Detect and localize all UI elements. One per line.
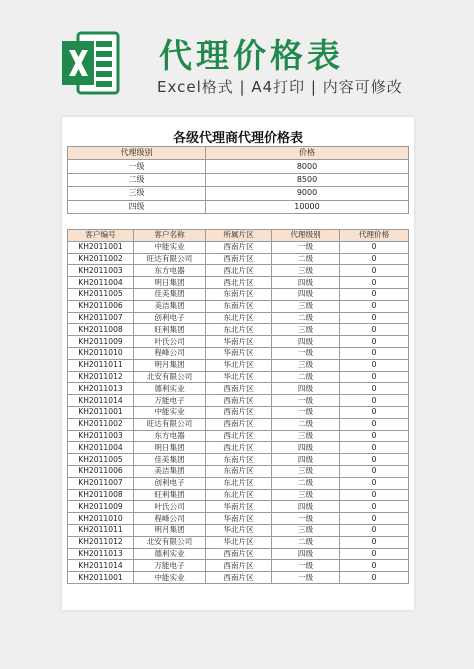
- table-cell: 一级: [272, 560, 340, 572]
- table-cell: 二级: [272, 253, 340, 265]
- table-cell: 西南片区: [206, 406, 272, 418]
- table-cell: 0: [340, 454, 409, 466]
- table-cell: 程峰公司: [134, 347, 206, 359]
- page-title: 代理价格表: [159, 36, 344, 75]
- table-cell: 西北片区: [206, 277, 272, 289]
- table-cell: 华北片区: [206, 359, 272, 371]
- table-cell: 叶氏公司: [134, 336, 206, 348]
- table-cell: 旺达有限公司: [134, 418, 206, 430]
- table-cell: KH2011011: [68, 524, 134, 536]
- table-row: [68, 477, 409, 489]
- table-cell: KH2011008: [68, 489, 134, 501]
- table-cell: KH2011005: [68, 454, 134, 466]
- table-cell: 0: [340, 371, 409, 383]
- table-cell: KH2011007: [68, 312, 134, 324]
- table-cell: KH2011001: [68, 406, 134, 418]
- table-row: [68, 442, 409, 454]
- table-cell: 创利电子: [134, 477, 206, 489]
- table-cell: KH2011006: [68, 300, 134, 312]
- table-cell: 旺利集团: [134, 489, 206, 501]
- table-row: [68, 383, 409, 395]
- table-cell: 西南片区: [206, 241, 272, 253]
- table-cell: 0: [340, 241, 409, 253]
- table-cell: 西南片区: [206, 383, 272, 395]
- table-cell: 四级: [68, 200, 206, 213]
- table-row: [68, 524, 409, 536]
- table-cell: 四级: [272, 548, 340, 560]
- table-cell: 0: [340, 324, 409, 336]
- table-cell: 0: [340, 489, 409, 501]
- table-row: [68, 395, 409, 407]
- table-cell: KH2011012: [68, 536, 134, 548]
- table-cell: 东南片区: [206, 300, 272, 312]
- table-cell: 0: [340, 513, 409, 525]
- table-cell: 0: [340, 277, 409, 289]
- table-cell: 0: [340, 288, 409, 300]
- table-cell: KH2011008: [68, 324, 134, 336]
- table-row: [68, 300, 409, 312]
- table-row: [68, 347, 409, 359]
- table-cell: 东南片区: [206, 454, 272, 466]
- table-cell: 一级: [272, 572, 340, 584]
- table-cell: 0: [340, 300, 409, 312]
- table-row: [68, 324, 409, 336]
- table-cell: 0: [340, 430, 409, 442]
- table-cell: KH2011013: [68, 383, 134, 395]
- table-cell: 华南片区: [206, 513, 272, 525]
- table-row: [68, 187, 409, 200]
- table-cell: 明月集团: [134, 524, 206, 536]
- column-header: 客户编号: [68, 230, 134, 242]
- table-cell: 0: [340, 265, 409, 277]
- table-cell: 四级: [272, 383, 340, 395]
- table-cell: 0: [340, 524, 409, 536]
- table-cell: 旺利集团: [134, 324, 206, 336]
- table-cell: 一级: [272, 395, 340, 407]
- table-row: [68, 501, 409, 513]
- column-header: 所属片区: [206, 230, 272, 242]
- table-header-row: [68, 147, 409, 160]
- table-cell: 10000: [206, 200, 409, 213]
- table-cell: 西北片区: [206, 442, 272, 454]
- table-cell: 万能电子: [134, 395, 206, 407]
- table-row: [68, 548, 409, 560]
- table-cell: 三级: [272, 265, 340, 277]
- table-cell: 0: [340, 418, 409, 430]
- table-cell: 9000: [206, 187, 409, 200]
- table-cell: 四级: [272, 501, 340, 513]
- level-price-table: [67, 146, 409, 214]
- table-cell: KH2011010: [68, 513, 134, 525]
- table-cell: 西北片区: [206, 430, 272, 442]
- table-row: [68, 465, 409, 477]
- table-cell: 二级: [272, 371, 340, 383]
- table-cell: 万能电子: [134, 560, 206, 572]
- table-row: [68, 200, 409, 213]
- column-header: 代理价格: [340, 230, 409, 242]
- table-cell: 明日集团: [134, 277, 206, 289]
- table-cell: 三级: [272, 430, 340, 442]
- table-cell: KH2011011: [68, 359, 134, 371]
- spreadsheet-sheet: [62, 117, 414, 610]
- table-cell: KH2011014: [68, 560, 134, 572]
- table-cell: 创利电子: [134, 312, 206, 324]
- table-cell: 二级: [272, 418, 340, 430]
- table-cell: 佳美集团: [134, 454, 206, 466]
- table-cell: 二级: [68, 173, 206, 186]
- table-cell: 北安有限公司: [134, 371, 206, 383]
- table-row: [68, 418, 409, 430]
- table-cell: 西南片区: [206, 572, 272, 584]
- table-cell: KH2011004: [68, 277, 134, 289]
- table-row: [68, 536, 409, 548]
- column-header: 代理级别: [272, 230, 340, 242]
- table-cell: KH2011002: [68, 418, 134, 430]
- table-cell: 三级: [272, 465, 340, 477]
- table-row: [68, 277, 409, 289]
- table-cell: 一级: [68, 160, 206, 173]
- table-row: [68, 173, 409, 186]
- table-cell: 东方电器: [134, 265, 206, 277]
- column-header: 代理级别: [68, 147, 206, 160]
- table-row: [68, 160, 409, 173]
- table-header-row: [68, 230, 409, 242]
- table-row: [68, 572, 409, 584]
- table-cell: 三级: [272, 489, 340, 501]
- table-cell: 0: [340, 465, 409, 477]
- table-cell: 0: [340, 536, 409, 548]
- table-cell: 东南片区: [206, 288, 272, 300]
- table-cell: KH2011003: [68, 265, 134, 277]
- table-cell: KH2011013: [68, 548, 134, 560]
- table-cell: 西北片区: [206, 265, 272, 277]
- table-cell: KH2011005: [68, 288, 134, 300]
- table-cell: 一级: [272, 513, 340, 525]
- table-cell: 中能实业: [134, 572, 206, 584]
- table-cell: KH2011002: [68, 253, 134, 265]
- column-header: 价格: [206, 147, 409, 160]
- table-row: [68, 241, 409, 253]
- table-cell: 旺达有限公司: [134, 253, 206, 265]
- customer-price-table: [67, 229, 409, 584]
- table-cell: 0: [340, 336, 409, 348]
- table-cell: 德利实业: [134, 548, 206, 560]
- table-cell: 二级: [272, 536, 340, 548]
- table-cell: 四级: [272, 442, 340, 454]
- table-cell: 华南片区: [206, 336, 272, 348]
- table-cell: 北安有限公司: [134, 536, 206, 548]
- table-cell: 西南片区: [206, 560, 272, 572]
- table-cell: 华南片区: [206, 347, 272, 359]
- table-cell: 东北片区: [206, 324, 272, 336]
- table-cell: 8000: [206, 160, 409, 173]
- table-cell: 程峰公司: [134, 513, 206, 525]
- table-cell: 0: [340, 347, 409, 359]
- table-cell: 0: [340, 406, 409, 418]
- table-cell: 0: [340, 477, 409, 489]
- table-row: [68, 359, 409, 371]
- table-cell: 二级: [272, 477, 340, 489]
- table-row: [68, 371, 409, 383]
- table-cell: 0: [340, 501, 409, 513]
- table-cell: 二级: [272, 312, 340, 324]
- table-row: [68, 253, 409, 265]
- table-cell: 美洁集团: [134, 300, 206, 312]
- table-cell: 一级: [272, 406, 340, 418]
- table-cell: 西南片区: [206, 253, 272, 265]
- table-cell: 三级: [68, 187, 206, 200]
- table-cell: 0: [340, 395, 409, 407]
- table-cell: 0: [340, 560, 409, 572]
- excel-icon: [60, 27, 122, 99]
- column-header: 客户名称: [134, 230, 206, 242]
- table-cell: 0: [340, 572, 409, 584]
- table-row: [68, 430, 409, 442]
- table-cell: KH2011009: [68, 501, 134, 513]
- table-cell: 四级: [272, 336, 340, 348]
- table-row: [68, 560, 409, 572]
- table-cell: 西南片区: [206, 418, 272, 430]
- table-row: [68, 336, 409, 348]
- table-cell: KH2011012: [68, 371, 134, 383]
- sheet-title: 各级代理商代理价格表: [172, 131, 303, 146]
- table-cell: 东北片区: [206, 312, 272, 324]
- table-cell: 三级: [272, 324, 340, 336]
- table-row: [68, 288, 409, 300]
- table-cell: 8500: [206, 173, 409, 186]
- table-cell: KH2011004: [68, 442, 134, 454]
- table-cell: 一级: [272, 347, 340, 359]
- table-row: [68, 513, 409, 525]
- table-cell: KH2011006: [68, 465, 134, 477]
- table-cell: 西南片区: [206, 395, 272, 407]
- table-row: [68, 312, 409, 324]
- table-cell: 华北片区: [206, 536, 272, 548]
- table-cell: 佳美集团: [134, 288, 206, 300]
- page-subtitle: Excel格式 | A4打印 | 内容可修改: [157, 78, 403, 96]
- table-cell: 一级: [272, 241, 340, 253]
- table-cell: 三级: [272, 524, 340, 536]
- table-row: [68, 265, 409, 277]
- table-cell: KH2011009: [68, 336, 134, 348]
- table-cell: 中能实业: [134, 241, 206, 253]
- table-cell: 四级: [272, 454, 340, 466]
- table-cell: 叶氏公司: [134, 501, 206, 513]
- table-cell: 东北片区: [206, 477, 272, 489]
- table-cell: 三级: [272, 359, 340, 371]
- table-cell: 华北片区: [206, 524, 272, 536]
- table-cell: KH2011014: [68, 395, 134, 407]
- table-cell: 0: [340, 442, 409, 454]
- table-cell: 德利实业: [134, 383, 206, 395]
- table-cell: 美洁集团: [134, 465, 206, 477]
- table-cell: 东方电器: [134, 430, 206, 442]
- table-cell: KH2011001: [68, 241, 134, 253]
- table-cell: 四级: [272, 288, 340, 300]
- table-cell: 四级: [272, 277, 340, 289]
- table-cell: 中能实业: [134, 406, 206, 418]
- table-cell: 华南片区: [206, 501, 272, 513]
- table-cell: KH2011001: [68, 572, 134, 584]
- table-cell: 三级: [272, 300, 340, 312]
- header: [0, 0, 474, 110]
- table-cell: 0: [340, 548, 409, 560]
- table-cell: KH2011010: [68, 347, 134, 359]
- table-cell: 东南片区: [206, 465, 272, 477]
- table-cell: KH2011003: [68, 430, 134, 442]
- table-cell: 0: [340, 253, 409, 265]
- table-cell: 明月集团: [134, 359, 206, 371]
- table-cell: 西南片区: [206, 548, 272, 560]
- table-cell: 0: [340, 383, 409, 395]
- table-cell: 华北片区: [206, 371, 272, 383]
- table-cell: 明日集团: [134, 442, 206, 454]
- table-cell: 东北片区: [206, 489, 272, 501]
- table-cell: 0: [340, 312, 409, 324]
- table-cell: KH2011007: [68, 477, 134, 489]
- table-cell: 0: [340, 359, 409, 371]
- table-row: [68, 406, 409, 418]
- table-row: [68, 489, 409, 501]
- table-row: [68, 454, 409, 466]
